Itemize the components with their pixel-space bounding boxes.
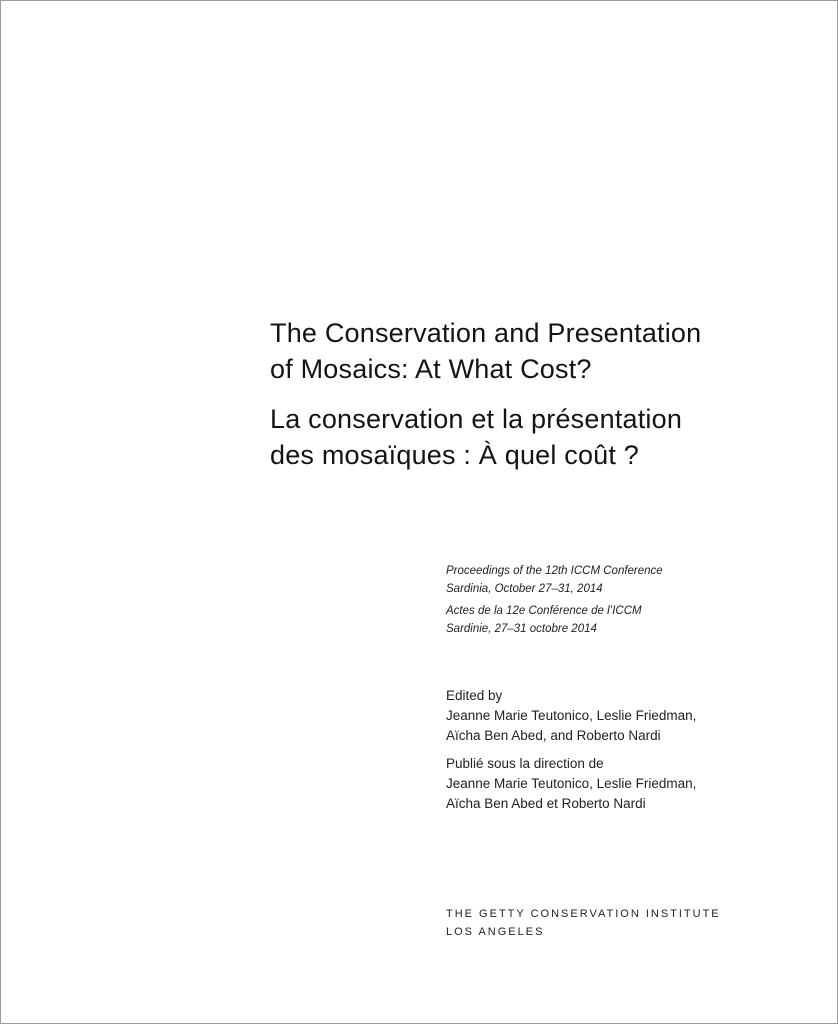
proceedings-french-line-2: Sardinie, 27–31 octobre 2014: [446, 623, 597, 635]
publisher-city: LOS ANGELES: [446, 926, 545, 938]
publisher-block: [446, 905, 816, 941]
proceedings-block: [446, 562, 816, 638]
title-english-line-2: of Mosaics: At What Cost?: [270, 354, 592, 384]
editors-french-names-line-1: Jeanne Marie Teutonico, Leslie Friedman,: [446, 776, 697, 791]
editors-block: [446, 686, 816, 814]
title-english-line-1: The Conservation and Presentation: [270, 318, 702, 348]
title-french-line-2: des mosaïques : À quel coût ?: [270, 440, 640, 470]
publisher-name: THE GETTY CONSERVATION INSTITUTE: [446, 908, 721, 920]
title-french: [270, 401, 810, 473]
editors-english-names-line-1: Jeanne Marie Teutonico, Leslie Friedman,: [446, 708, 697, 723]
editors-french-names-line-2: Aïcha Ben Abed et Roberto Nardi: [446, 796, 646, 811]
editors-english-names-line-2: Aïcha Ben Abed, and Roberto Nardi: [446, 728, 661, 743]
title-french-line-1: La conservation et la présentation: [270, 404, 683, 434]
title-english: [270, 315, 810, 387]
editors-french-label: Publié sous la direction de: [446, 756, 604, 771]
editors-english-label: Edited by: [446, 688, 503, 703]
title-block: [270, 315, 810, 473]
proceedings-english-line-2: Sardinia, October 27–31, 2014: [446, 583, 603, 595]
proceedings-english-line-1: Proceedings of the 12th ICCM Conference: [446, 565, 663, 577]
proceedings-french-line-1: Actes de la 12e Conférence de l’ICCM: [446, 605, 642, 617]
